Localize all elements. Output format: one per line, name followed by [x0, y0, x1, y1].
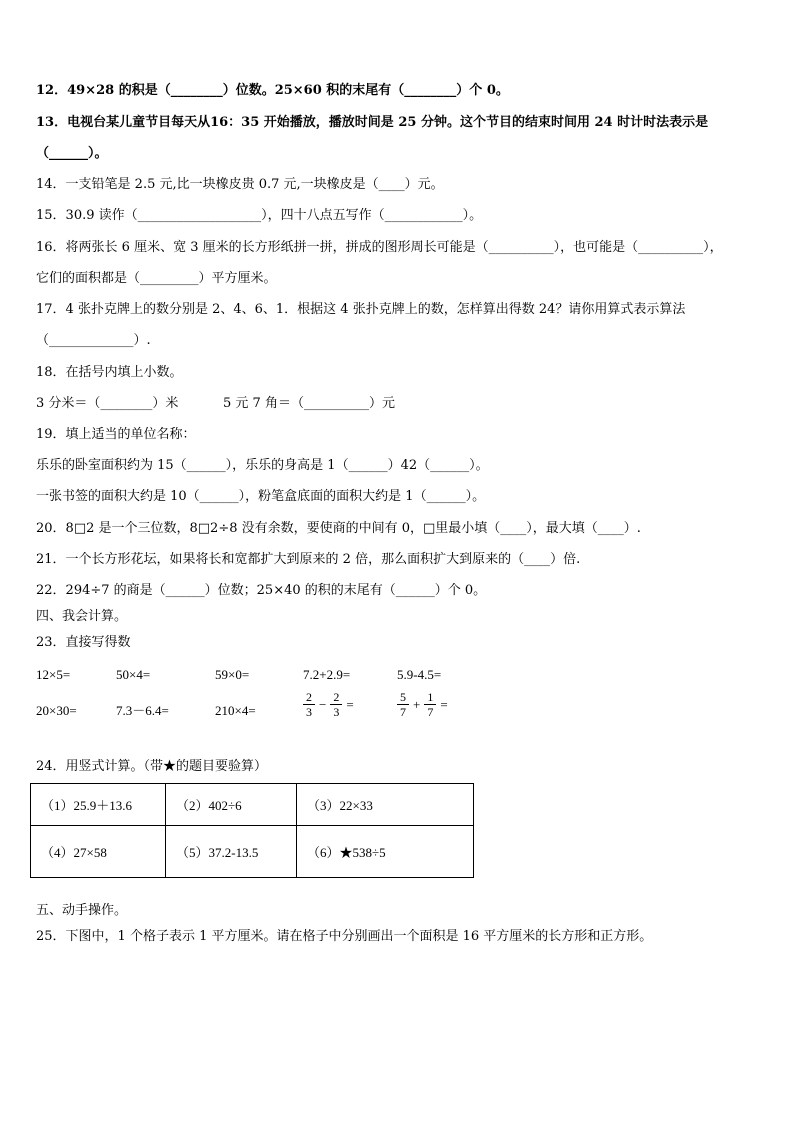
vertical-calc-table — [30, 783, 474, 878]
calc-item: 20×30= — [36, 703, 77, 718]
table-row — [31, 826, 474, 878]
question-15: 15．30.9 读作（___________________），四十八点五写作（____________）。 — [36, 208, 483, 223]
question-17-line1: 17．4 张扑克牌上的数分别是 2、4、6、1．根据这 4 张扑克牌上的数，怎样算出得数 24？请你用算式表示算法 — [36, 302, 686, 317]
fraction-denominator: 7 — [400, 705, 406, 719]
question-21: 21．一个长方形花坛，如果将长和宽都扩大到原来的 2 倍，那么面积扩大到原来的（____）倍. — [36, 552, 581, 567]
question-13-line1: 13．电视台某儿童节目每天从16：35 开始播放，播放时间是 25 分钟。这个节目的结束时间用 24 时计时法表示是 — [36, 115, 709, 130]
question-14: 14．一支铅笔是 2.5 元,比一块橡皮贵 0.7 元,一块橡皮是（____）元。 — [36, 177, 444, 192]
operator: + — [413, 696, 421, 712]
table-row — [31, 784, 474, 826]
calc-item: 59×0= — [215, 667, 250, 682]
operator: − — [319, 696, 327, 712]
question-18-b: 5 元 7 角＝（__________）元 — [223, 396, 395, 411]
section-5-heading: 五、动手操作。 — [36, 903, 128, 918]
fraction-denominator: 3 — [333, 705, 340, 719]
fraction-expression-2 — [397, 690, 452, 719]
table-cell: （4）27×58 — [31, 826, 166, 878]
table-cell: （3）22×33 — [297, 784, 474, 826]
question-25: 25．下图中，1 个格子表示 1 平方厘米。请在格子中分别画出一个面积是 16 平方厘米的长方形和正方形。 — [36, 929, 653, 944]
equals-sign: = — [440, 696, 448, 712]
question-17-line2: （_____________）. — [36, 333, 151, 348]
question-12: 12．49×28 的积是（________）位数。25×60 积的末尾有（________）个 0。 — [36, 83, 509, 98]
calc-item: 50×4= — [116, 667, 151, 682]
table-cell: （6）★538÷5 — [297, 826, 474, 878]
calc-item: 210×4= — [215, 703, 256, 718]
question-16-line1: 16．将两张长 6 厘米、宽 3 厘米的长方形纸拼一拼，拼成的图形周长可能是（__________），也可能是（__________）， — [36, 240, 723, 255]
table-cell: （5）37.2-13.5 — [166, 826, 297, 878]
question-16-line2: 它们的面积都是（_________）平方厘米。 — [36, 271, 277, 286]
fraction-numerator: 2 — [303, 690, 315, 705]
table-cell: （2）402÷6 — [166, 784, 297, 826]
calc-item: 5.9-4.5= — [397, 667, 442, 682]
question-22: 22．294÷7 的商是（______）位数；25×40 的积的末尾有（______）个 0。 — [36, 583, 487, 598]
fraction-numerator: 5 — [397, 690, 409, 705]
question-19-b: 一张书签的面积大约是 10（______），粉笔盒底面的面积大约是 1（______）。 — [36, 489, 486, 504]
calc-item: 7.3－6.4= — [116, 703, 169, 718]
question-19-a: 乐乐的卧室面积约为 15（______），乐乐的身高是 1（______）42（______）。 — [36, 458, 489, 473]
question-24-title: 24．用竖式计算。（带★的题目要验算） — [36, 759, 268, 774]
calc-item: 7.2+2.9= — [303, 667, 351, 682]
table-cell: （1）25.9＋13.6 — [31, 784, 166, 826]
section-4-heading: 四、我会计算。 — [36, 609, 128, 624]
fraction-denominator: 7 — [427, 705, 434, 719]
fraction-denominator: 3 — [306, 705, 312, 719]
question-23-title: 23．直接写得数 — [36, 635, 131, 650]
question-13-line2: （______）。 — [36, 146, 108, 161]
fraction-numerator: 2 — [330, 690, 342, 705]
question-20: 20．8□2 是一个三位数，8□2÷8 没有余数，要使商的中间有 0，□里最小填（____），最大填（____）. — [36, 521, 641, 536]
question-18-a: 3 分米＝（________）米 — [36, 396, 179, 411]
fraction-expression-1 — [303, 690, 358, 719]
equals-sign: = — [346, 696, 354, 712]
fraction-numerator: 1 — [424, 690, 436, 705]
question-19-title: 19．填上适当的单位名称： — [36, 427, 196, 442]
calc-item: 12×5= — [36, 667, 71, 682]
question-18-title: 18．在括号内填上小数。 — [36, 365, 183, 380]
